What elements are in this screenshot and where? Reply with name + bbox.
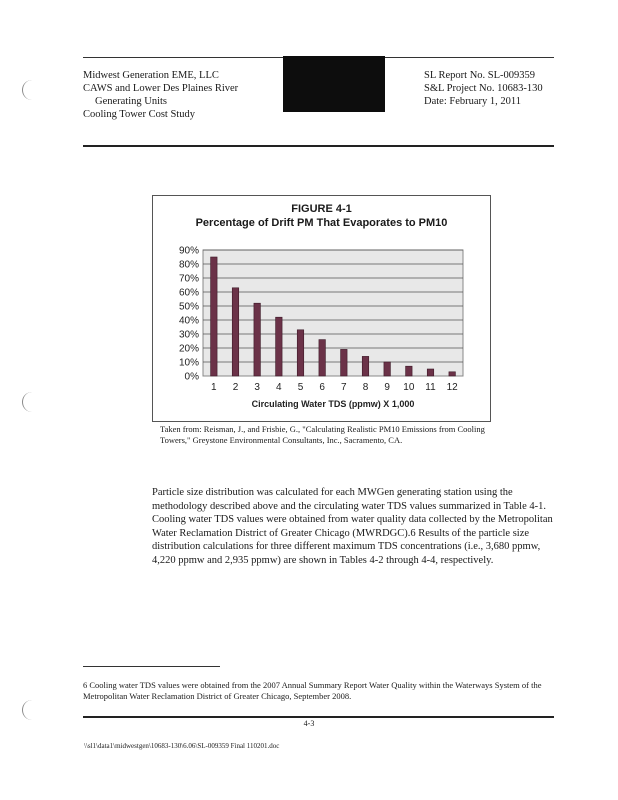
redacted-logo: [283, 56, 385, 112]
x-axis-label: Circulating Water TDS (ppmw) X 1,000: [251, 399, 415, 409]
bar: [232, 288, 239, 376]
punch-hole-mark: [22, 392, 33, 412]
bar: [384, 362, 391, 376]
x-tick-label: 1: [211, 382, 217, 393]
bar: [211, 257, 218, 376]
bar: [297, 330, 304, 376]
x-tick-label: 7: [341, 382, 347, 393]
file-path: \\sl1\data1\midwestgen\10683-130\6.06\SL-009359 Final 110201.doc: [84, 742, 280, 750]
x-tick-label: 5: [297, 382, 304, 393]
company-name: Midwest Generation EME, LLC: [83, 70, 219, 81]
footer-rule: [83, 716, 554, 718]
x-tick-label: 10: [403, 382, 415, 393]
study-name: Cooling Tower Cost Study: [83, 109, 195, 120]
page-number: 4-3: [303, 719, 315, 728]
y-tick-label: 60%: [178, 287, 199, 299]
x-tick-label: 6: [319, 382, 325, 393]
footnote: 6 Cooling water TDS values were obtained from the 2007 Annual Summary Report Water Quality within the Waterways System of the Metropolitan Water Reclamation District of Greater Chicago, September 2008.: [83, 680, 542, 701]
x-tick-label: 8: [362, 382, 369, 393]
figure-title: FIGURE 4-1: [291, 203, 352, 215]
y-tick-label: 20%: [178, 343, 199, 355]
y-tick-label: 10%: [178, 357, 199, 369]
header-right: [424, 69, 543, 108]
punch-hole-mark: [22, 700, 33, 720]
project-name: CAWS and Lower Des Plaines River: [83, 83, 239, 94]
figure-source: Taken from: Reisman, J., and Frisbie, G., "Calculating Realistic PM10 Emissions from Cooling Towers," Greystone Environmental Consultants, Inc., Sacramento, CA.: [160, 424, 485, 445]
y-tick-label: 80%: [178, 259, 199, 271]
bar: [427, 369, 434, 376]
bar: [254, 303, 261, 376]
drift-pm-bar-chart: [153, 196, 490, 421]
bar: [449, 372, 456, 376]
x-tick-label: 3: [254, 382, 260, 393]
bar: [362, 356, 369, 376]
report-number: SL Report No. SL-009359: [424, 70, 536, 81]
x-tick-label: 11: [425, 382, 436, 393]
report-date: Date: February 1, 2011: [424, 96, 522, 107]
bar: [276, 317, 283, 376]
footnote-rule: [83, 666, 220, 667]
header-divider: [83, 145, 554, 147]
bar: [319, 340, 326, 376]
y-tick-label: 0%: [184, 371, 199, 383]
y-tick-label: 40%: [178, 315, 199, 327]
y-tick-label: 30%: [178, 329, 199, 341]
x-tick-label: 9: [384, 382, 390, 393]
project-subname: Generating Units: [95, 96, 168, 107]
project-number: S&L Project No. 10683-130: [424, 83, 543, 94]
y-tick-label: 50%: [178, 301, 199, 313]
figure-4-1: [152, 195, 491, 422]
body-paragraph: Particle size distribution was calculated for each MWGen generating station using the methodology described above and the circulating water TDS values summarized in Table 4-1. Cooling water TDS values were obtained from water quality data collected by the Metropolitan Water Reclamation District of Greater Chicago (MWRDGC).6 Results of the particle size distribution calculations for three different maximum TDS concentrations (i.e., 3,680 ppmw, 4,220 ppmw and 2,935 ppmw) are shown in Tables 4-2 through 4-4, respectively.: [152, 487, 553, 566]
header-left: [83, 69, 238, 121]
x-tick-label: 4: [276, 382, 282, 393]
x-tick-label: 12: [446, 382, 458, 393]
x-tick-label: 2: [232, 382, 239, 393]
bar: [406, 366, 413, 376]
punch-hole-mark: [22, 80, 33, 100]
bar: [341, 349, 348, 376]
y-tick-label: 70%: [178, 273, 199, 285]
figure-subtitle: Percentage of Drift PM That Evaporates to PM10: [195, 217, 448, 229]
y-tick-label: 90%: [178, 245, 199, 257]
plot-area: [203, 250, 463, 376]
